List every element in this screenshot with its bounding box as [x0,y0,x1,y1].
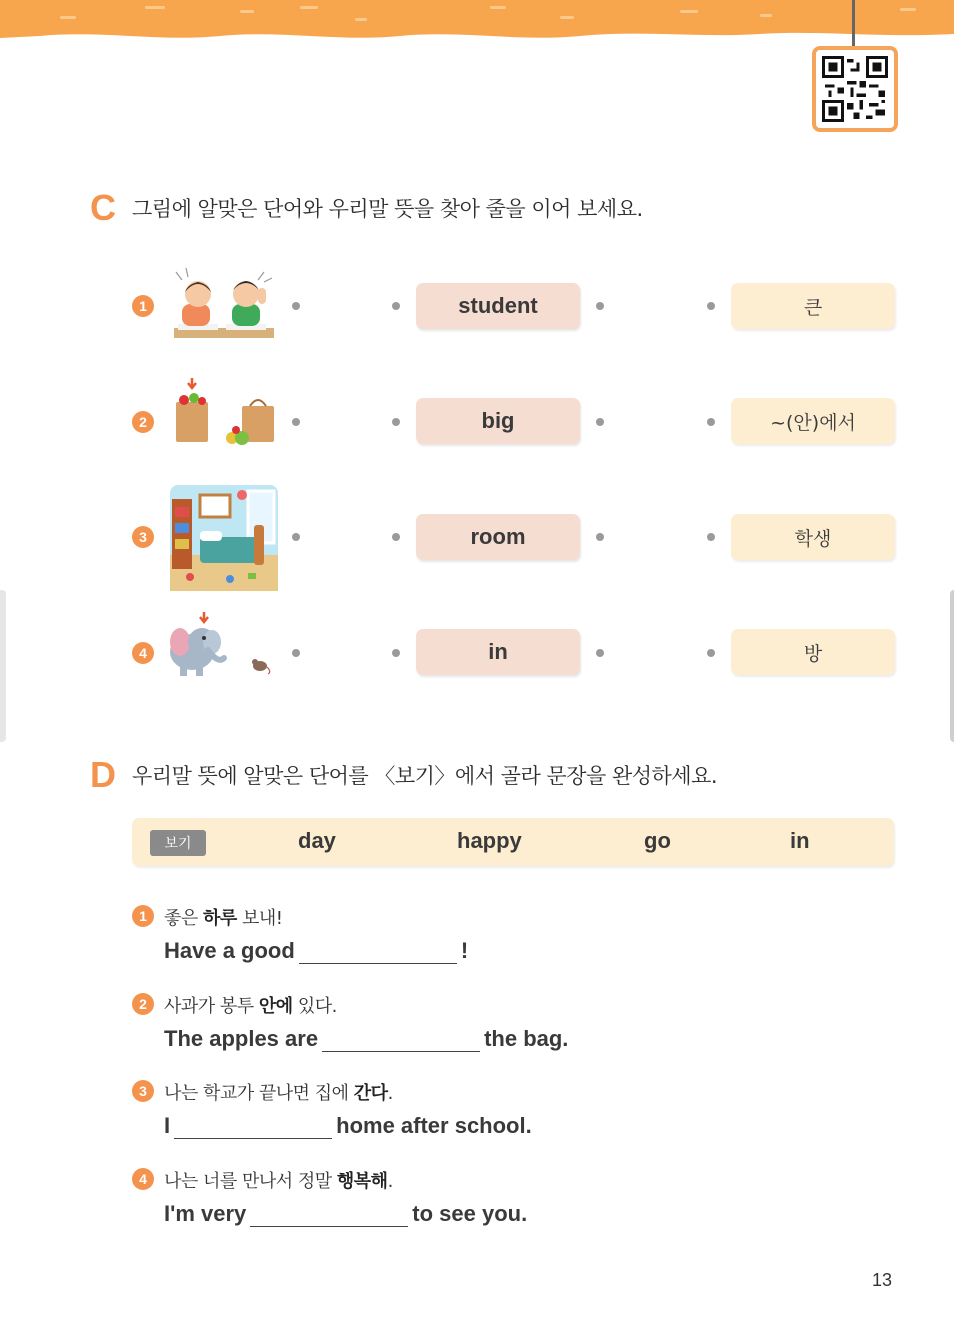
match-dot[interactable] [292,418,300,426]
section-d-instruction: 우리말 뜻에 알맞은 단어를 〈보기〉에서 골라 문장을 완성하세요. [132,764,718,788]
word-box: room [416,514,580,560]
section-d-letter: D [90,754,116,795]
question-number: 1 [132,905,154,927]
question-english: Have a good ! [164,938,469,963]
match-dot[interactable] [392,418,400,426]
row-number: 3 [132,526,154,548]
question-korean: 좋은 하루 보내! [164,908,283,929]
question-korean: 사과가 봉투 안에 있다. [164,996,337,1017]
match-dot[interactable] [292,533,300,541]
word-bank-item: in [790,828,810,853]
answer-blank[interactable] [174,1119,332,1139]
left-page-edge [0,590,6,742]
match-dot[interactable] [707,533,715,541]
word-box: student [416,283,580,329]
question-number: 4 [132,1168,154,1190]
match-dot[interactable] [707,418,715,426]
match-dot[interactable] [392,649,400,657]
word-bank-item: go [644,828,671,853]
match-dot[interactable] [292,302,300,310]
bedroom-illustration [170,485,278,591]
word-bank-item: day [298,828,336,853]
row-number: 4 [132,642,154,664]
korean-meaning-box: 방 [731,629,895,675]
answer-blank[interactable] [299,944,457,964]
qr-code-icon [822,56,888,122]
question-korean: 나는 학교가 끝나면 집에 간다. [164,1083,393,1104]
match-dot[interactable] [292,649,300,657]
big-and-small-bags-illustration [172,376,280,446]
answer-blank[interactable] [322,1032,480,1052]
word-bank-item: happy [457,828,522,853]
word-bank-label: 보기 [150,830,206,856]
match-dot[interactable] [707,302,715,310]
section-d-header [90,754,717,796]
qr-code[interactable] [812,46,898,132]
match-dot[interactable] [707,649,715,657]
section-c-header [90,187,643,229]
question-number: 3 [132,1080,154,1102]
question-korean: 나는 너를 만나서 정말 행복해. [164,1171,393,1192]
question-english: The apples are the bag. [164,1026,569,1051]
word-bank [132,818,894,866]
word-box: in [416,629,580,675]
match-dot[interactable] [392,302,400,310]
match-dot[interactable] [596,418,604,426]
section-c-instruction: 그림에 알맞은 단어와 우리말 뜻을 찾아 줄을 이어 보세요. [132,197,643,221]
korean-meaning-box: 큰 [731,283,895,329]
answer-blank[interactable] [250,1207,408,1227]
match-dot[interactable] [392,533,400,541]
match-dot[interactable] [596,533,604,541]
match-dot[interactable] [596,649,604,657]
korean-meaning-box: 학생 [731,514,895,560]
section-c-letter: C [90,187,116,228]
right-page-edge [950,590,954,742]
top-decorative-band [0,0,954,48]
question-english: I home after school. [164,1113,532,1138]
row-number: 2 [132,411,154,433]
match-dot[interactable] [596,302,604,310]
question-english: I'm very to see you. [164,1201,528,1226]
word-box: big [416,398,580,444]
qr-hanging-string [852,0,855,50]
page-number: 13 [872,1270,893,1290]
row-number: 1 [132,295,154,317]
elephant-and-mouse-illustration [164,610,276,680]
korean-meaning-box: ~(안)에서 [731,398,895,444]
question-number: 2 [132,993,154,1015]
students-studying-illustration [168,266,280,344]
